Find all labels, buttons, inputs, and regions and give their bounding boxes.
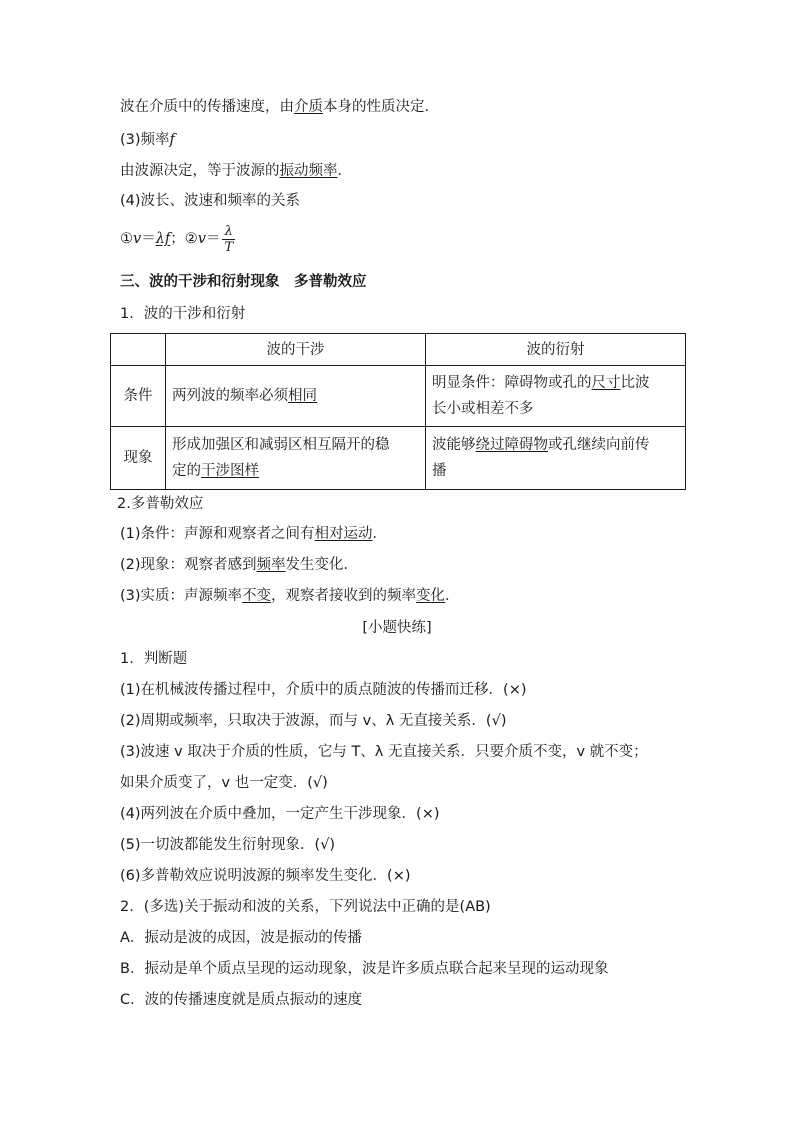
- text-frequency-source: [120, 161, 352, 181]
- cell-interference-condition: [166, 366, 426, 427]
- table-header-cell-empty: [111, 334, 166, 366]
- text-segment: 明显条件：障碍物或孔的: [432, 375, 592, 391]
- option-b: B．振动是单个质点呈现的运动现象，波是许多质点联合起来呈现的运动现象: [120, 961, 609, 977]
- equals-sign: ＝: [205, 231, 221, 247]
- row-label-condition: 条件: [111, 366, 166, 427]
- heading-frequency: [120, 130, 175, 150]
- separator-circled-2: ；②: [170, 231, 198, 247]
- underlined-answer: 绕过: [475, 437, 505, 453]
- text-doppler-phenomenon: [120, 555, 358, 575]
- text-segment: 定的: [172, 463, 201, 479]
- text-doppler-essence: [120, 586, 460, 606]
- judgment-item: (1)在机械波传播过程中，介质中的质点随波的传播而迁移．(×): [120, 682, 527, 698]
- text-segment: 波能够: [432, 437, 476, 453]
- judgment-item: (5)一切波都能发生衍射现象．(√): [120, 837, 336, 853]
- judgment-item-continued: 如果介质变了，v 也一定变．(√): [120, 775, 328, 791]
- symbol-v: v: [197, 231, 206, 247]
- judgment-item: (3)波速 v 取决于介质的性质，它与 T、λ 无直接关系．只要介质不变，v 就不变；: [120, 744, 648, 760]
- text-segment: (3)频率: [120, 132, 170, 148]
- fraction-numerator: λ: [224, 223, 233, 239]
- underlined-answer: 振动频率: [279, 163, 338, 179]
- fraction-lambda-over-T: [222, 224, 235, 255]
- text-segment: 发生变化．: [285, 557, 359, 573]
- table-row-condition: [111, 366, 686, 427]
- text-wave-speed: [120, 97, 439, 117]
- text-segment: 波在介质中的传播速度，由: [120, 99, 294, 115]
- text-segment: ．: [337, 163, 352, 179]
- option-a: A．振动是波的成因，波是振动的传播: [120, 930, 362, 946]
- question-1-title: 1．判断题: [120, 651, 188, 667]
- judgment-item: (6)多普勒效应说明波源的频率发生变化．(×): [120, 868, 411, 884]
- text-segment: (2)现象：观察者感到: [120, 557, 257, 573]
- text-segment: ．: [372, 526, 388, 542]
- practice-heading: [小题快练]: [362, 620, 432, 636]
- underlined-answer: λf: [155, 231, 171, 247]
- symbol-v: v: [133, 231, 142, 247]
- text-segment: (1)条件：声源和观察者之间有: [120, 526, 315, 542]
- judgment-item: (4)两列波在介质中叠加，一定产生干涉现象．(×): [120, 806, 440, 822]
- underlined-answer: 障碍物: [504, 437, 548, 453]
- underlined-answer: 变化: [416, 588, 446, 604]
- subheading-interference-diffraction: 1．波的干涉和衍射: [120, 306, 246, 322]
- table-header-interference: 波的干涉: [166, 334, 426, 366]
- text-segment: ，观察者接收到的频率: [271, 588, 417, 604]
- underlined-answer: 介质: [294, 99, 323, 115]
- cell-diffraction-condition: [426, 366, 686, 427]
- underlined-answer: 相同: [288, 388, 317, 404]
- underlined-answer: 频率: [256, 557, 286, 573]
- heading-relation: (4)波长、波速和频率的关系: [120, 193, 301, 209]
- underlined-answer: 相对运动: [314, 526, 373, 542]
- text-segment: (3)实质：声源频率: [120, 588, 243, 604]
- subheading-doppler: 2.多普勒效应: [117, 496, 204, 512]
- question-2-title: 2．(多选)关于振动和波的关系，下列说法中正确的是(AB): [120, 899, 491, 915]
- text-doppler-condition: [120, 524, 387, 544]
- fraction-denominator: T: [224, 239, 234, 255]
- text-segment: 比波: [620, 375, 650, 391]
- symbol-f: f: [169, 132, 175, 148]
- underlined-answer: 干涉图样: [201, 463, 259, 479]
- formula-line: [120, 222, 235, 256]
- table-header-row: [111, 334, 686, 366]
- equals-sign: ＝: [141, 231, 156, 247]
- cell-diffraction-phenomenon: [426, 427, 686, 490]
- comparison-table: [110, 333, 686, 490]
- text-segment: ．: [445, 588, 460, 604]
- table-row-phenomenon: [111, 427, 686, 490]
- text-segment: 由波源决定，等于波源的: [120, 163, 280, 179]
- option-c: C．波的传播速度就是质点振动的速度: [120, 992, 363, 1008]
- table-header-diffraction: 波的衍射: [426, 334, 686, 366]
- text-segment: 播: [432, 463, 447, 479]
- circled-1: ①: [120, 231, 133, 247]
- underlined-answer: 不变: [242, 588, 272, 604]
- text-segment: 形成加强区和减弱区相互隔开的稳: [172, 437, 390, 453]
- row-label-phenomenon: 现象: [111, 427, 166, 490]
- section-heading-3: 三、波的干涉和衍射现象 多普勒效应: [120, 274, 367, 290]
- underlined-answer: 尺寸: [591, 375, 621, 391]
- judgment-item: (2)周期或频率，只取决于波源，而与 v、λ 无直接关系．(√): [120, 713, 507, 729]
- cell-interference-phenomenon: [166, 427, 426, 490]
- text-segment: 本身的性质决定．: [323, 99, 439, 115]
- text-segment: 长小或相差不多: [432, 401, 534, 417]
- text-segment: 或孔继续向前传: [548, 437, 650, 453]
- text-segment: 两列波的频率必须: [172, 388, 288, 404]
